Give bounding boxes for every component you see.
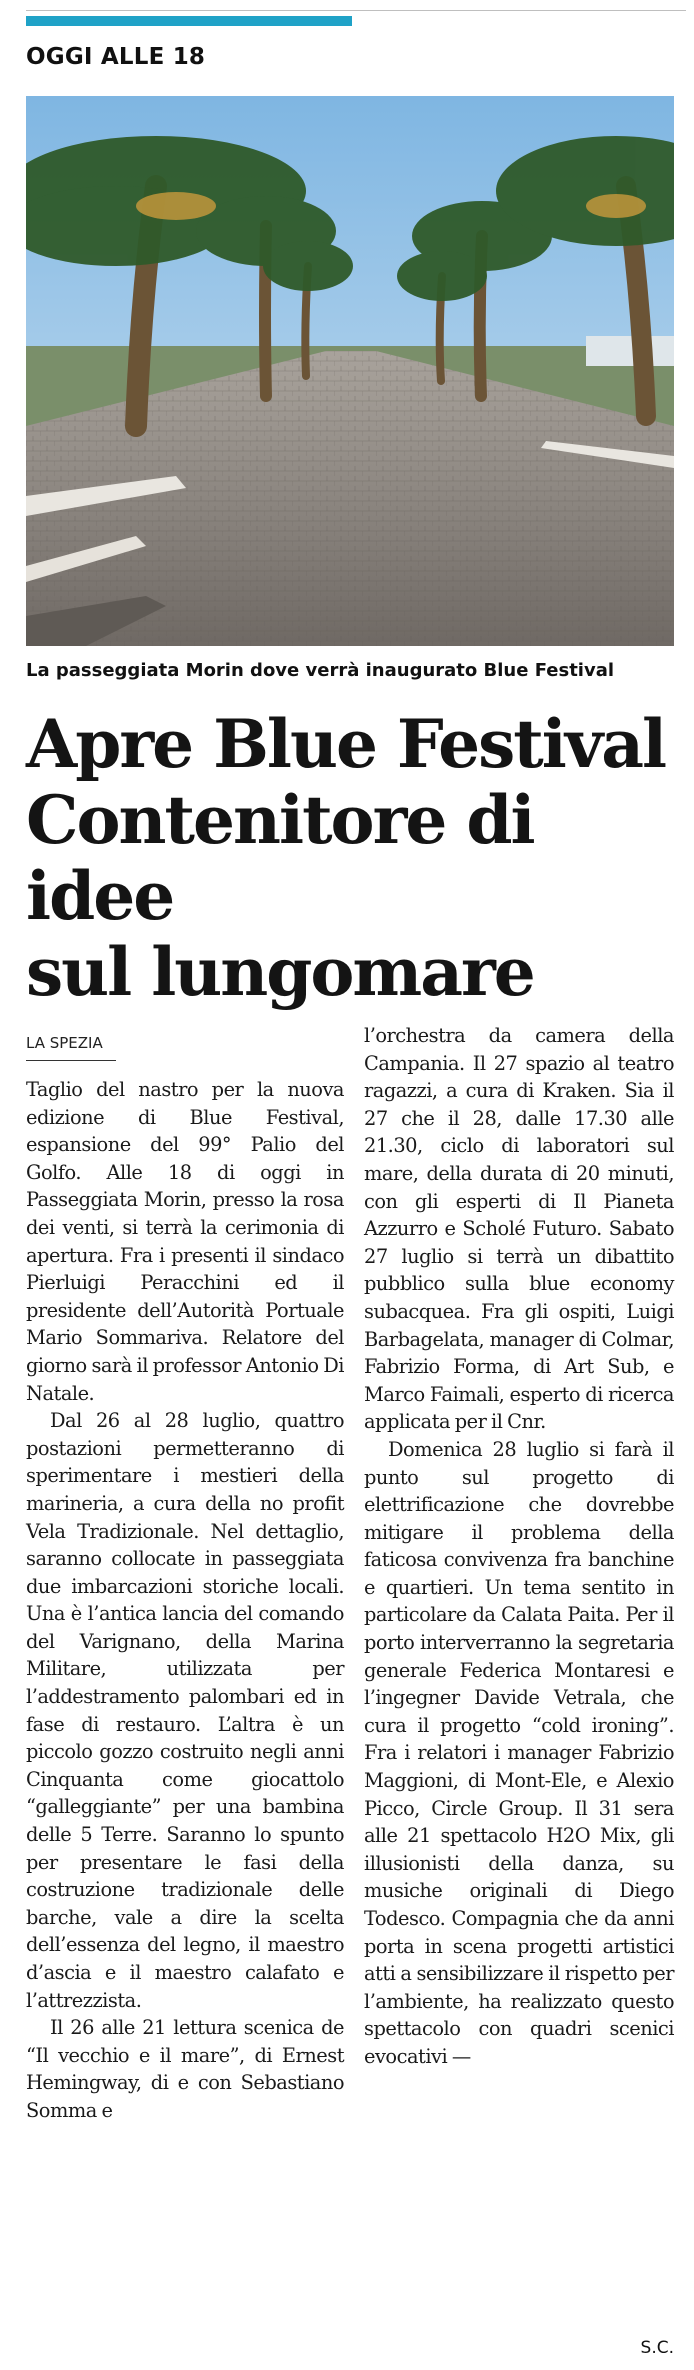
article-column-left: [26, 1076, 344, 2125]
section-accent-bar: [26, 16, 352, 26]
promenade-photo: [26, 96, 674, 646]
headline-line-2: Contenitore di idee: [26, 781, 534, 935]
headline-line-3: sul lungomare: [26, 933, 534, 1011]
paragraph: Taglio del nastro per la nuova edizione di Blue Festival, espansione del 99° Palio del Golfo. Alle 18 di oggi in Passeggiata Morin, presso la rosa dei venti, si terrà la cerimonia di apertura. Fra i presenti il sindaco Pierluigi Peracchini ed il presidente dell’Autorità Portuale Mario Sommariva. Relatore del giorno sarà il professor Antonio Di Natale.: [26, 1078, 344, 1405]
article-column-right: [364, 1022, 674, 2071]
dateline: LA SPEZIA: [26, 1034, 103, 1052]
dateline-rule: [26, 1060, 116, 1061]
paragraph: l’orchestra da camera della Campania. Il 27 spazio al teatro ragazzi, a cura di Kraken. Sia il 27 che il 28, dalle 17.30 alle 21.30, ciclo di laboratori sul mare, della durata di 20 minuti, con gli esperti di Il Pianeta Azzurro e Scholé Futuro. Sabato 27 luglio si terrà un dibattito pubblico sulla blue economy subacquea. Fra gli ospiti, Luigi Barbagelata, manager di Colmar, Fabrizio Forma, di Art Sub, e Marco Faimali, esperto di ricerca applicata per il Cnr.: [364, 1024, 674, 1434]
top-rule: [26, 10, 686, 11]
headline: [26, 706, 686, 1010]
paragraph: Il 26 alle 21 lettura scenica de “Il vecchio e il mare”, di Ernest Hemingway, di e con Sebastiano Somma e: [26, 2016, 344, 2122]
headline-line-1: Apre Blue Festival: [26, 705, 666, 783]
author-signature: S.C.: [640, 2338, 674, 2358]
photo-caption: La passeggiata Morin dove verrà inaugurato Blue Festival: [26, 660, 615, 681]
paragraph: Dal 26 al 28 luglio, quattro postazioni permetteranno di sperimentare i mestieri della marineria, a cura della no profit Vela Tradizionale. Nel dettaglio, saranno collocate in passeggiata due imbarcazioni storiche locali. Una è l’antica lancia del comando del Varignano, della Marina Militare, utilizzata per l’addestramento palombari ed in fase di restauro. L’altra è un piccolo gozzo costruito negli anni Cinquanta come giocattolo “galleggiante” per una bambina delle 5 Terre. Saranno lo spunto per presentare le fasi della costruzione tradizionale delle barche, vale a dire la scelta dell’essenza del legno, il maestro d’ascia e il maestro calafato e l’attrezzista.: [26, 1409, 344, 2012]
paragraph: Domenica 28 luglio si farà il punto sul progetto di elettrificazione che dovrebbe mitigare il problema della faticosa convivenza fra banchine e quartieri. Un tema sentito in particolare da Calata Paita. Per il porto interverranno la segretaria generale Federica Montaresi e l’ingegner Davide Vetrala, che cura il progetto “cold ironing”. Fra i relatori i manager Fabrizio Maggioni, di Mont-Ele, e Alexio Picco, Circle Group. Il 31 sera alle 21 spettacolo H2O Mix, gli illusionisti della danza, su musiche originali di Diego Todesco. Compagnia che da anni porta in scena progetti artistici atti a sensibilizzare il rispetto per l’ambiente, ha realizzato questo spettacolo con quadri scenici evocativi —: [364, 1437, 674, 2068]
kicker: OGGI ALLE 18: [26, 44, 206, 70]
